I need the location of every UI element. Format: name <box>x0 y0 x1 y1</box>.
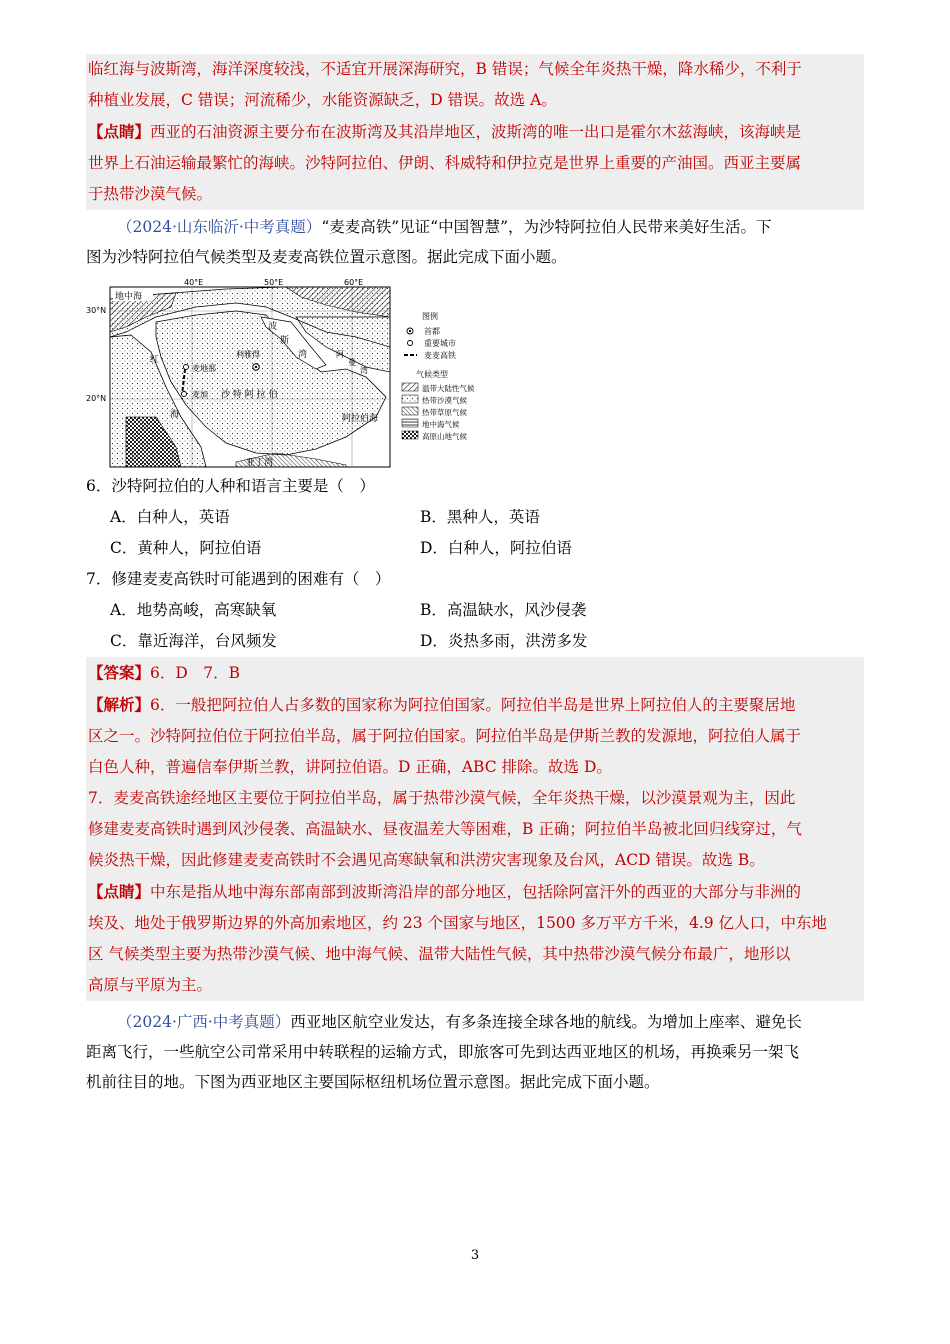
dianjing-text: 中东是指从地中海东部南部到波斯湾沿岸的部分地区，包括除阿富汗外的西亚的大部分与非洲的 <box>150 883 802 901</box>
intro-line: 机前往目的地。下图为西亚地区主要国际枢纽机场位置示意图。据此完成下面小题。 <box>86 1073 660 1091</box>
answer-tag: 【答案】 <box>88 663 151 682</box>
place-label: 曼 <box>348 358 356 367</box>
question-7-options <box>110 595 864 657</box>
place-label: 沙 特 阿 拉 伯 <box>221 390 278 400</box>
analysis-continuation <box>86 54 864 116</box>
option-d: D．炎热多雨，洪涝多发 <box>420 632 588 650</box>
place-label: 麦地那 <box>192 364 216 373</box>
climate-item: 高原山地气候 <box>422 432 467 441</box>
jiexi-text: 6．一般把阿拉伯人占多数的国家称为阿拉伯国家。阿拉伯半岛是世界上阿拉伯人的主要聚居地 <box>150 696 796 714</box>
option-a: A．地势高峻，高寒缺氧 <box>110 601 277 619</box>
dianjing-line: 高原与平原为主。 <box>88 976 213 994</box>
analysis-line: 种植业发展，C 错误；河流稀少，水能资源缺乏，D 错误。故选 A。 <box>88 91 557 109</box>
lat-label: 20°N <box>86 394 107 403</box>
question-7-stem: 7．修建麦麦高铁时可能遇到的困难有（ ） <box>86 570 391 588</box>
page-content <box>86 54 864 1097</box>
legend-item: 重要城市 <box>424 339 456 348</box>
place-label: 湾 <box>360 366 368 375</box>
place-label: 湾 <box>298 350 308 360</box>
lon-label: 40°E <box>184 278 204 287</box>
jiexi-line: 候炎热干燥，因此修建麦麦高铁时不会遇见高寒缺氧和洪涝灾害现象及台风，ACD 错误。故选 B。 <box>88 851 765 869</box>
place-label: 利雅得 <box>236 350 260 359</box>
dianjing-tag: 【点睛】 <box>88 122 151 141</box>
intro-line: 图为沙特阿拉伯气候类型及麦麦高铁位置示意图。据此完成下面小题。 <box>86 248 567 266</box>
place-label: 波 <box>268 322 278 332</box>
place-label: 红 <box>150 355 160 365</box>
place-label: 亚丁湾 <box>246 458 274 468</box>
option-d: D．白种人，阿拉伯语 <box>420 539 572 557</box>
place-label: 阿 <box>336 350 344 359</box>
climate-title: 气候类型 <box>416 370 448 379</box>
place-label: 麦加 <box>192 390 208 399</box>
question-intro-2 <box>86 1007 864 1037</box>
dianjing-block-1 <box>86 116 864 210</box>
jiexi-line: 白色人种，普遍信奉伊斯兰教，讲阿拉伯语。D 正确，ABC 排除。故选 D。 <box>88 758 612 776</box>
lat-label: 30°N <box>86 306 107 315</box>
dianjing-line: 区 气候类型主要为热带沙漠气候、地中海气候、温带大陆性气候，其中热带沙漠气候分布最广，地形以 <box>88 945 791 963</box>
option-b: B．高温缺水，风沙侵袭 <box>420 601 587 619</box>
place-label: 海 <box>170 410 180 420</box>
question-intro-1 <box>86 212 864 242</box>
intro-line: 距离飞行，一些航空公司常采用中转联程的运输方式，即旅客可先到达西亚地区的机场，再换乘另一架飞 <box>86 1043 800 1061</box>
page-number: 3 <box>470 1248 480 1263</box>
saudi-climate-map <box>86 277 491 469</box>
answer-block <box>86 657 864 1001</box>
option-c: C．黄种人，阿拉伯语 <box>110 539 262 557</box>
analysis-line: 临红海与波斯湾，海洋深度较浅，不适宜开展深海研究，B 错误；气候全年炎热干燥，降水稀少，不利于 <box>88 60 802 78</box>
climate-item: 热带草原气候 <box>422 408 467 417</box>
map-figure <box>86 277 491 469</box>
question-6-stem: 6．沙特阿拉伯的人种和语言主要是（ ） <box>86 477 375 495</box>
dianjing-text: 西亚的石油资源主要分布在波斯湾及其沿岸地区，波斯湾的唯一出口是霍尔木兹海峡，该海峡是 <box>150 123 802 141</box>
jiexi-line: 7．麦麦高铁途经地区主要位于阿拉伯半岛，属于热带沙漠气候，全年炎热干燥，以沙漠景观为主，因此 <box>88 789 796 807</box>
intro-text: 西亚地区航空业发达，有多条连接全球各地的航线。为增加上座率、避免长 <box>290 1013 802 1031</box>
legend-title: 图例 <box>422 312 438 321</box>
place-label: 地中海 <box>115 292 143 302</box>
option-a: A．白种人，英语 <box>110 508 230 526</box>
place-label: 阿拉伯海 <box>342 414 379 424</box>
lon-label: 50°E <box>264 278 284 287</box>
jiexi-line: 区之一。沙特阿拉伯位于阿拉伯半岛，属于阿拉伯国家。阿拉伯半岛是伊斯兰教的发源地，阿拉伯人属于 <box>88 727 802 745</box>
jiexi-line: 修建麦麦高铁时遇到风沙侵袭、高温缺水、昼夜温差大等困难，B 正确；阿拉伯半岛被北回归线穿过，气 <box>88 820 802 838</box>
dianjing-line: 埃及、地处于俄罗斯边界的外高加索地区，约 23 个国家与地区，1500 多万平方千米，4.9 亿人口，中东地 <box>88 914 828 932</box>
intro-text: “麦麦高铁”见证“中国智慧”，为沙特阿拉伯人民带来美好生活。下 <box>321 218 772 236</box>
dianjing-line: 世界上石油运输最繁忙的海峡。沙特阿拉伯、伊朗、科威特和伊拉克是世界上重要的产油国。西亚主要属 <box>88 154 802 172</box>
jiexi-tag: 【解析】 <box>88 695 151 714</box>
dianjing-line: 于热带沙漠气候。 <box>88 185 213 203</box>
legend-item: 首都 <box>424 327 440 336</box>
legend-item: 麦麦高铁 <box>424 351 456 360</box>
question-6-options <box>110 502 864 564</box>
dianjing-tag: 【点睛】 <box>88 882 151 901</box>
climate-item: 热带沙漠气候 <box>422 396 467 405</box>
lon-label: 60°E <box>344 278 364 287</box>
question-source: （2024·山东临沂·中考真题） <box>117 218 322 236</box>
place-label: 斯 <box>280 336 290 346</box>
question-source: （2024·广西·中考真题） <box>117 1013 291 1031</box>
climate-item: 温带大陆性气候 <box>422 384 475 393</box>
climate-item: 地中海气候 <box>422 420 460 429</box>
option-b: B．黑种人，英语 <box>420 508 540 526</box>
answer-text: 6．D 7．B <box>150 664 241 682</box>
option-c: C．靠近海洋，台风频发 <box>110 632 277 650</box>
